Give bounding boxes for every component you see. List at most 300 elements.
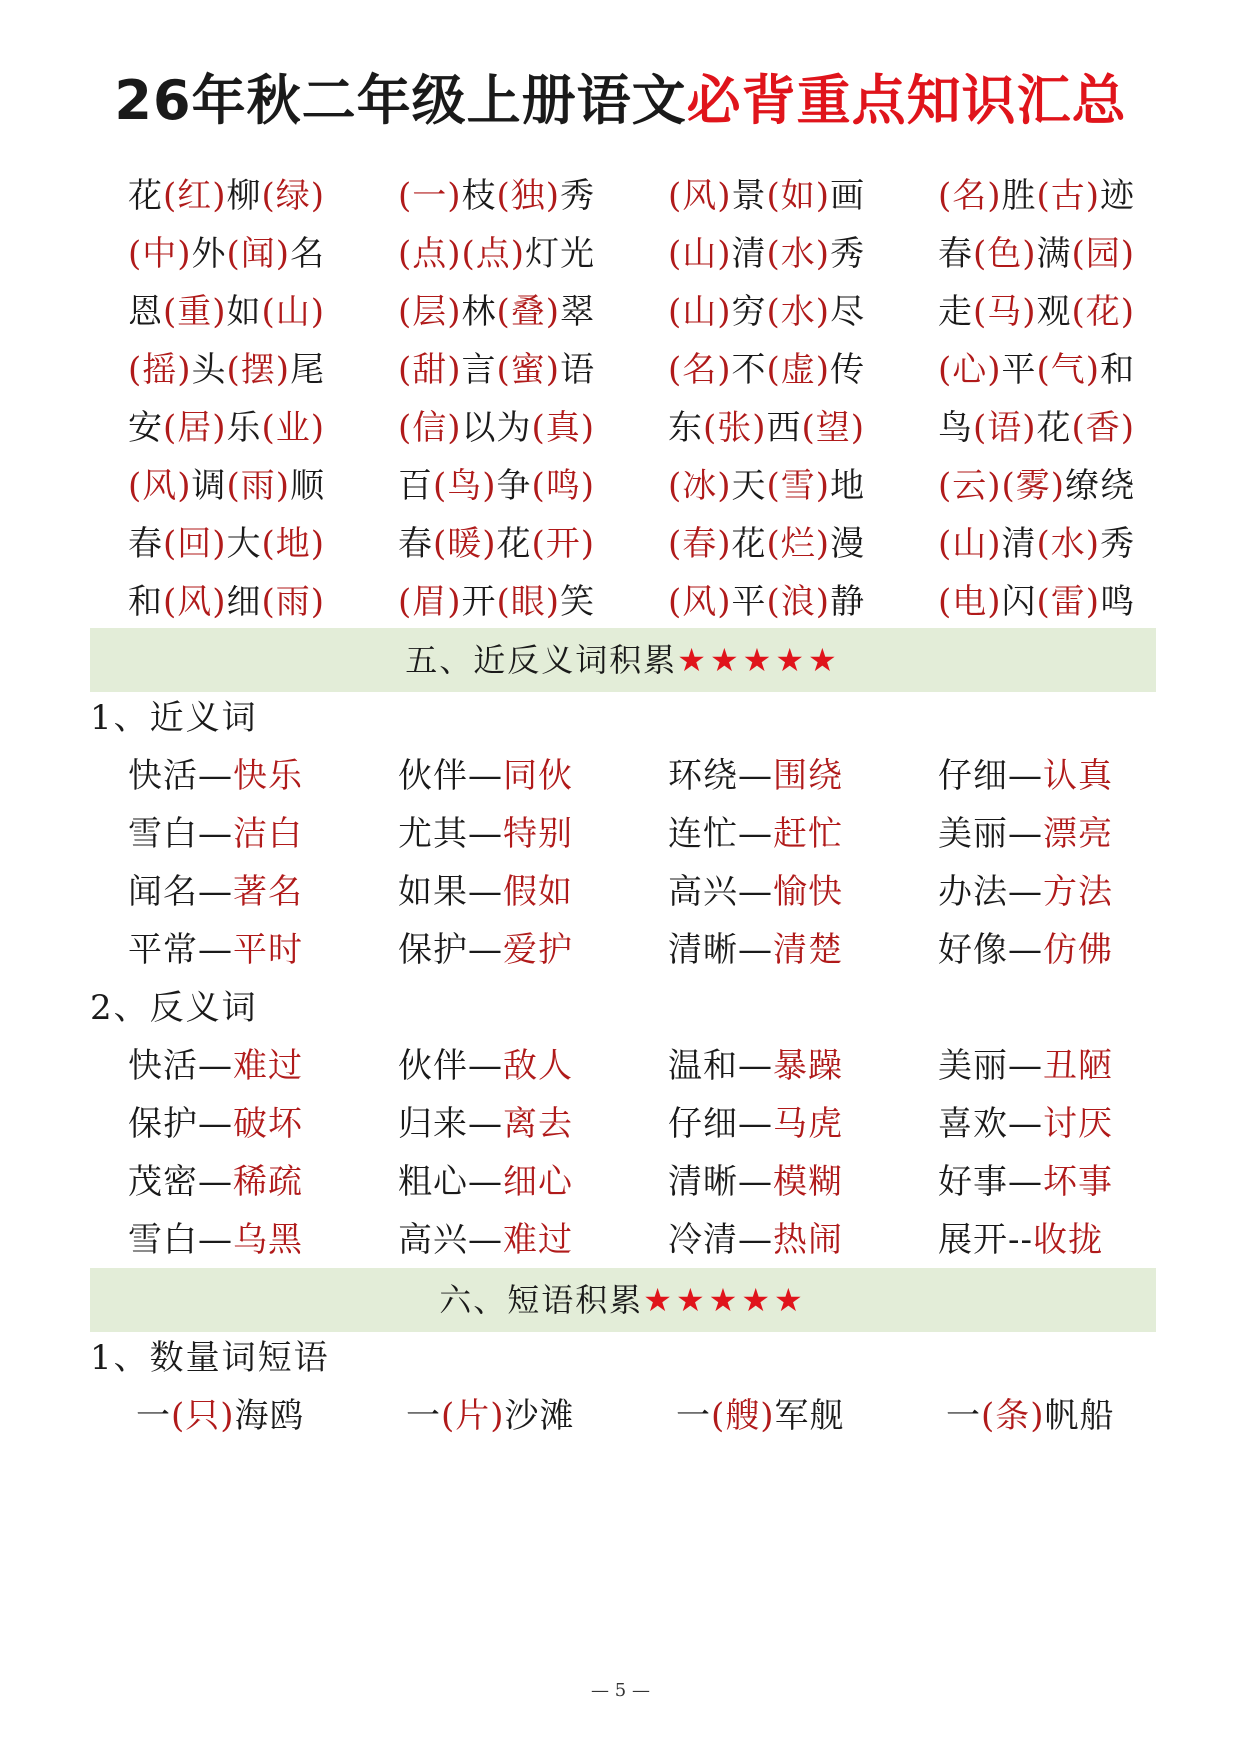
answer-word: 模糊 bbox=[773, 1162, 843, 1202]
paren-open: ( bbox=[938, 176, 953, 216]
idiom-answer-char: 摇 bbox=[142, 350, 178, 390]
idiom-char: 林 bbox=[461, 292, 497, 332]
paren-open: ( bbox=[441, 1396, 456, 1436]
page-number: — 5 — bbox=[591, 1680, 650, 1701]
idiom-item bbox=[128, 226, 325, 282]
dash: — bbox=[738, 814, 773, 854]
paren-close: ) bbox=[1085, 582, 1101, 622]
paren-open: ( bbox=[531, 466, 546, 506]
paren-open: ( bbox=[1036, 582, 1051, 622]
paren-close: ) bbox=[987, 466, 1002, 506]
idiom-answer-char: 雨 bbox=[240, 466, 276, 506]
antonyms-row bbox=[0, 1096, 1241, 1152]
paren-close: ) bbox=[212, 524, 227, 564]
idiom-char: 开 bbox=[461, 582, 497, 622]
word: 茂密 bbox=[128, 1162, 198, 1202]
paren-open: ( bbox=[1036, 176, 1051, 216]
paren-close: ) bbox=[482, 466, 497, 506]
paren-open: ( bbox=[496, 176, 511, 216]
idiom-answer-char: 鸟 bbox=[447, 466, 483, 506]
word: 快活 bbox=[128, 756, 198, 796]
word-pair bbox=[668, 748, 843, 804]
paren-close: ) bbox=[447, 408, 462, 448]
paren-open: ( bbox=[938, 466, 953, 506]
idiom-char: 顺 bbox=[290, 466, 326, 506]
word-pair bbox=[668, 806, 843, 862]
answer-word: 难过 bbox=[233, 1046, 303, 1086]
word: 如果 bbox=[398, 872, 468, 912]
idiom-item bbox=[938, 458, 1135, 514]
idiom-char: 迹 bbox=[1100, 176, 1136, 216]
word-pair bbox=[938, 864, 1113, 920]
idiom-item bbox=[668, 458, 865, 514]
idiom-answer-char: 层 bbox=[412, 292, 448, 332]
paren-open: ( bbox=[226, 350, 241, 390]
idiom-char: 静 bbox=[830, 582, 866, 622]
word-pair bbox=[398, 864, 573, 920]
word-pair bbox=[668, 864, 843, 920]
paren-close: ) bbox=[1050, 466, 1066, 506]
idiom-item bbox=[398, 400, 595, 456]
paren-open: ( bbox=[261, 524, 276, 564]
paren-close: ) bbox=[760, 1396, 775, 1436]
dash: — bbox=[198, 1046, 233, 1086]
answer-word: 愉快 bbox=[773, 872, 843, 912]
idiom-answer-char: 绿 bbox=[275, 176, 311, 216]
word-pair bbox=[128, 748, 303, 804]
phrase-part: 一 bbox=[406, 1396, 441, 1436]
paren-open: ( bbox=[1071, 234, 1086, 274]
idiom-char: 乐 bbox=[226, 408, 262, 448]
paren-open: ( bbox=[1001, 466, 1016, 506]
idiom-answer-char: 暖 bbox=[447, 524, 483, 564]
phrase-part: 一 bbox=[136, 1396, 171, 1436]
idiom-answer-char: 如 bbox=[780, 176, 816, 216]
idiom-char: 走 bbox=[938, 292, 973, 332]
idiom-item bbox=[398, 226, 595, 282]
paren-open: ( bbox=[496, 582, 511, 622]
dash: — bbox=[738, 756, 773, 796]
paren-close: ) bbox=[717, 234, 732, 274]
quantifier-phrase bbox=[136, 1388, 305, 1444]
paren-open: ( bbox=[766, 234, 781, 274]
word: 办法 bbox=[938, 872, 1008, 912]
word: 美丽 bbox=[938, 814, 1008, 854]
word: 清晰 bbox=[668, 930, 738, 970]
word: 好像 bbox=[938, 930, 1008, 970]
paren-open: ( bbox=[1036, 524, 1051, 564]
paren-open: ( bbox=[226, 234, 241, 274]
answer-word: 假如 bbox=[503, 872, 573, 912]
paren-open: ( bbox=[711, 1396, 726, 1436]
paren-close: ) bbox=[580, 408, 596, 448]
word-pair bbox=[398, 1096, 573, 1152]
quantifiers-heading: 1、数量词短语 bbox=[90, 1338, 330, 1378]
idiom-char: 秀 bbox=[560, 176, 596, 216]
idiom-answer-char: 水 bbox=[780, 234, 816, 274]
idiom-answer-char: 中 bbox=[142, 234, 178, 274]
paren-open: ( bbox=[398, 350, 413, 390]
dash: — bbox=[738, 930, 773, 970]
answer-word: 热闹 bbox=[773, 1220, 843, 1260]
idiom-char: 名 bbox=[290, 234, 326, 274]
answer-word: 敌人 bbox=[503, 1046, 573, 1086]
answer-word: 清楚 bbox=[773, 930, 843, 970]
paren-open: ( bbox=[226, 466, 241, 506]
paren-close: ) bbox=[987, 582, 1002, 622]
idiom-answer-char: 居 bbox=[177, 408, 213, 448]
word: 保护 bbox=[398, 930, 468, 970]
word-pair bbox=[938, 748, 1113, 804]
paren-close: ) bbox=[1022, 234, 1037, 274]
idiom-char: 以 bbox=[461, 408, 497, 448]
dash: — bbox=[198, 1104, 233, 1144]
idiom-row bbox=[0, 284, 1241, 340]
idiom-char: 天 bbox=[731, 466, 767, 506]
antonyms-row bbox=[0, 1038, 1241, 1094]
dash: — bbox=[198, 814, 233, 854]
word-pair bbox=[128, 806, 303, 862]
answer-word: 坏事 bbox=[1043, 1162, 1113, 1202]
paren-close: ) bbox=[1085, 524, 1101, 564]
idiom-item bbox=[668, 168, 865, 224]
dash: — bbox=[468, 1220, 503, 1260]
idiom-char: 花 bbox=[128, 176, 163, 216]
paren-close: ) bbox=[212, 408, 227, 448]
word-pair bbox=[398, 1038, 573, 1094]
idiom-row bbox=[0, 342, 1241, 398]
paren-close: ) bbox=[447, 350, 462, 390]
idiom-char: 缭 bbox=[1065, 466, 1101, 506]
paren-open: ( bbox=[1036, 350, 1051, 390]
idiom-item bbox=[398, 516, 595, 572]
idiom-answer-char: 眼 bbox=[510, 582, 546, 622]
idiom-answer-char: 水 bbox=[1050, 524, 1086, 564]
idiom-char: 花 bbox=[1036, 408, 1072, 448]
idiom-answer-char: 水 bbox=[780, 292, 816, 332]
paren-close: ) bbox=[580, 524, 596, 564]
paren-close: ) bbox=[275, 466, 291, 506]
idiom-answer-char: 园 bbox=[1085, 234, 1121, 274]
idiom-answer-char: 烂 bbox=[780, 524, 816, 564]
dash: — bbox=[1008, 756, 1043, 796]
paren-open: ( bbox=[766, 350, 781, 390]
idiom-char: 头 bbox=[191, 350, 227, 390]
word: 好事 bbox=[938, 1162, 1008, 1202]
word: 仔细 bbox=[938, 756, 1008, 796]
paren-open: ( bbox=[398, 292, 413, 332]
idiom-char: 语 bbox=[560, 350, 596, 390]
dash: — bbox=[468, 1104, 503, 1144]
word: 仔细 bbox=[668, 1104, 738, 1144]
quantifier-row bbox=[0, 1388, 1241, 1444]
dash: — bbox=[198, 872, 233, 912]
paren-close: ) bbox=[717, 292, 732, 332]
idiom-char: 和 bbox=[128, 582, 163, 622]
idiom-char: 东 bbox=[668, 408, 703, 448]
idiom-char: 闪 bbox=[1001, 582, 1037, 622]
idiom-answer-char: 香 bbox=[1085, 408, 1121, 448]
word: 雪白 bbox=[128, 1220, 198, 1260]
measure-word: 片 bbox=[455, 1396, 491, 1436]
idiom-row bbox=[0, 458, 1241, 514]
idiom-char: 平 bbox=[731, 582, 767, 622]
paren-close: ) bbox=[447, 292, 462, 332]
idiom-char: 平 bbox=[1001, 350, 1037, 390]
answer-word: 著名 bbox=[233, 872, 303, 912]
idiom-char: 言 bbox=[461, 350, 497, 390]
word-pair bbox=[668, 1154, 843, 1210]
answer-word: 暴躁 bbox=[773, 1046, 843, 1086]
word-pair bbox=[128, 864, 303, 920]
idiom-item bbox=[128, 168, 325, 224]
idiom-char: 尽 bbox=[830, 292, 866, 332]
idiom-char: 观 bbox=[1036, 292, 1072, 332]
idiom-answer-char: 风 bbox=[177, 582, 213, 622]
answer-word: 爱护 bbox=[503, 930, 573, 970]
paren-open: ( bbox=[938, 350, 953, 390]
paren-close: ) bbox=[545, 350, 561, 390]
word-pair bbox=[668, 1096, 843, 1152]
dash: — bbox=[198, 1162, 233, 1202]
idiom-item bbox=[398, 458, 595, 514]
word-pair bbox=[128, 922, 303, 978]
word-pair bbox=[128, 1154, 303, 1210]
answer-word: 快乐 bbox=[233, 756, 303, 796]
idiom-answer-char: 叠 bbox=[510, 292, 546, 332]
idiom-answer-char: 眉 bbox=[412, 582, 448, 622]
idiom-item bbox=[938, 168, 1135, 224]
word: 高兴 bbox=[398, 1220, 468, 1260]
idiom-item bbox=[398, 574, 595, 630]
section-5-banner bbox=[90, 628, 1156, 692]
paren-close: ) bbox=[815, 582, 831, 622]
synonyms-row bbox=[0, 864, 1241, 920]
phrase-part: 一 bbox=[946, 1396, 981, 1436]
idiom-char: 画 bbox=[830, 176, 866, 216]
idiom-item bbox=[938, 226, 1135, 282]
synonyms-heading: 1、近义词 bbox=[90, 698, 258, 738]
idiom-answer-char: 风 bbox=[682, 176, 718, 216]
paren-open: ( bbox=[128, 350, 143, 390]
answer-word: 方法 bbox=[1043, 872, 1113, 912]
answer-word: 赶忙 bbox=[773, 814, 843, 854]
paren-close: ) bbox=[545, 582, 561, 622]
word-pair bbox=[398, 1154, 573, 1210]
paren-open: ( bbox=[668, 582, 683, 622]
idiom-char: 外 bbox=[191, 234, 227, 274]
idiom-item bbox=[668, 284, 865, 340]
paren-open: ( bbox=[531, 408, 546, 448]
idiom-answer-char: 张 bbox=[717, 408, 753, 448]
answer-word: 平时 bbox=[233, 930, 303, 970]
paren-open: ( bbox=[163, 292, 178, 332]
idiom-answer-char: 名 bbox=[952, 176, 988, 216]
paren-close: ) bbox=[815, 350, 831, 390]
paren-close: ) bbox=[447, 234, 462, 274]
paren-open: ( bbox=[801, 408, 816, 448]
dash: — bbox=[468, 872, 503, 912]
idiom-answer-char: 气 bbox=[1050, 350, 1086, 390]
idiom-answer-char: 红 bbox=[177, 176, 213, 216]
synonyms-row bbox=[0, 922, 1241, 978]
paren-close: ) bbox=[510, 234, 526, 274]
dash: — bbox=[198, 756, 233, 796]
paren-close: ) bbox=[490, 1396, 505, 1436]
word-pair bbox=[668, 1038, 843, 1094]
word-pair bbox=[398, 748, 573, 804]
synonyms-row bbox=[0, 748, 1241, 804]
idiom-answer-char: 心 bbox=[952, 350, 988, 390]
paren-close: ) bbox=[815, 176, 831, 216]
quantifier-phrase bbox=[676, 1388, 845, 1444]
word-pair bbox=[938, 1096, 1113, 1152]
word-pair bbox=[128, 1212, 303, 1268]
paren-close: ) bbox=[1022, 292, 1037, 332]
paren-open: ( bbox=[981, 1396, 996, 1436]
paren-close: ) bbox=[275, 350, 291, 390]
paren-open: ( bbox=[398, 234, 413, 274]
idiom-char: 胜 bbox=[1001, 176, 1037, 216]
idiom-char: 笑 bbox=[560, 582, 596, 622]
idiom-char: 柳 bbox=[226, 176, 262, 216]
idiom-answer-char: 真 bbox=[545, 408, 581, 448]
page-title bbox=[0, 58, 1241, 135]
paren-open: ( bbox=[496, 350, 511, 390]
dash: — bbox=[738, 1046, 773, 1086]
word: 归来 bbox=[398, 1104, 468, 1144]
antonyms-heading: 2、反义词 bbox=[90, 988, 258, 1028]
measure-word: 艘 bbox=[725, 1396, 761, 1436]
idiom-item bbox=[668, 400, 865, 456]
paren-open: ( bbox=[128, 466, 143, 506]
paren-open: ( bbox=[668, 524, 683, 564]
paren-open: ( bbox=[261, 408, 276, 448]
dash: — bbox=[468, 1162, 503, 1202]
idiom-char: 调 bbox=[191, 466, 227, 506]
idiom-answer-char: 蜜 bbox=[510, 350, 546, 390]
idiom-item bbox=[668, 226, 865, 282]
antonyms-row bbox=[0, 1212, 1241, 1268]
paren-close: ) bbox=[717, 466, 732, 506]
phrase-part: 沙滩 bbox=[504, 1396, 575, 1436]
paren-close: ) bbox=[310, 292, 326, 332]
idiom-row bbox=[0, 226, 1241, 282]
idiom-char: 翠 bbox=[560, 292, 596, 332]
word-pair bbox=[938, 1038, 1113, 1094]
idiom-answer-char: 风 bbox=[142, 466, 178, 506]
answer-word: 围绕 bbox=[773, 756, 843, 796]
idiom-answer-char: 重 bbox=[177, 292, 213, 332]
word: 伙伴 bbox=[398, 756, 468, 796]
idiom-char: 春 bbox=[938, 234, 973, 274]
idiom-answer-char: 虚 bbox=[780, 350, 816, 390]
paren-close: ) bbox=[752, 408, 767, 448]
idiom-answer-char: 语 bbox=[987, 408, 1023, 448]
paren-close: ) bbox=[1022, 408, 1037, 448]
dash: — bbox=[468, 814, 503, 854]
idiom-answer-char: 雾 bbox=[1015, 466, 1051, 506]
paren-open: ( bbox=[163, 408, 178, 448]
idiom-char: 灯 bbox=[525, 234, 561, 274]
paren-open: ( bbox=[973, 292, 988, 332]
answer-word: 洁白 bbox=[233, 814, 303, 854]
star-rating: ★★★★★ bbox=[643, 1281, 807, 1319]
idiom-answer-char: 雷 bbox=[1050, 582, 1086, 622]
idiom-answer-char: 地 bbox=[275, 524, 311, 564]
paren-close: ) bbox=[212, 292, 227, 332]
idiom-answer-char: 摆 bbox=[240, 350, 276, 390]
dash: — bbox=[1008, 872, 1043, 912]
dash: — bbox=[198, 930, 233, 970]
dash: — bbox=[1008, 1162, 1043, 1202]
paren-close: ) bbox=[717, 350, 732, 390]
answer-word: 认真 bbox=[1043, 756, 1113, 796]
paren-open: ( bbox=[261, 582, 276, 622]
idiom-char: 如 bbox=[226, 292, 262, 332]
paren-open: ( bbox=[128, 234, 143, 274]
word: 伙伴 bbox=[398, 1046, 468, 1086]
paren-close: ) bbox=[545, 176, 561, 216]
paren-open: ( bbox=[433, 466, 448, 506]
idiom-char: 绕 bbox=[1100, 466, 1136, 506]
measure-word: 只 bbox=[185, 1396, 221, 1436]
paren-close: ) bbox=[212, 176, 227, 216]
dash: — bbox=[1008, 930, 1043, 970]
paren-open: ( bbox=[1071, 408, 1086, 448]
antonyms-row bbox=[0, 1154, 1241, 1210]
idiom-answer-char: 马 bbox=[987, 292, 1023, 332]
phrase-part: 一 bbox=[676, 1396, 711, 1436]
paren-open: ( bbox=[433, 524, 448, 564]
idiom-answer-char: 点 bbox=[475, 234, 511, 274]
dash: — bbox=[738, 1220, 773, 1260]
word: 环绕 bbox=[668, 756, 738, 796]
star-rating: ★★★★★ bbox=[677, 641, 841, 679]
idiom-char: 恩 bbox=[128, 292, 163, 332]
paren-close: ) bbox=[482, 524, 497, 564]
word: 连忙 bbox=[668, 814, 738, 854]
paren-close: ) bbox=[1085, 176, 1101, 216]
idiom-answer-char: 业 bbox=[275, 408, 311, 448]
word-pair bbox=[128, 1038, 303, 1094]
idiom-item bbox=[668, 342, 865, 398]
word-pair bbox=[938, 806, 1113, 862]
idiom-answer-char: 春 bbox=[682, 524, 718, 564]
paren-open: ( bbox=[668, 176, 683, 216]
answer-word: 特别 bbox=[503, 814, 573, 854]
paren-open: ( bbox=[766, 524, 781, 564]
idiom-char: 光 bbox=[560, 234, 596, 274]
idiom-item bbox=[128, 574, 325, 630]
word: 粗心 bbox=[398, 1162, 468, 1202]
idiom-char: 穷 bbox=[731, 292, 767, 332]
dash: — bbox=[738, 1104, 773, 1144]
paren-open: ( bbox=[531, 524, 546, 564]
idiom-item bbox=[398, 168, 595, 224]
measure-word: 条 bbox=[995, 1396, 1031, 1436]
paren-close: ) bbox=[1030, 1396, 1045, 1436]
paren-close: ) bbox=[310, 582, 326, 622]
paren-close: ) bbox=[545, 292, 561, 332]
paren-close: ) bbox=[580, 466, 596, 506]
word: 闻名 bbox=[128, 872, 198, 912]
paren-close: ) bbox=[815, 292, 831, 332]
paren-close: ) bbox=[815, 466, 831, 506]
dash: — bbox=[198, 1220, 233, 1260]
dash: -- bbox=[1008, 1220, 1033, 1260]
paren-open: ( bbox=[973, 234, 988, 274]
